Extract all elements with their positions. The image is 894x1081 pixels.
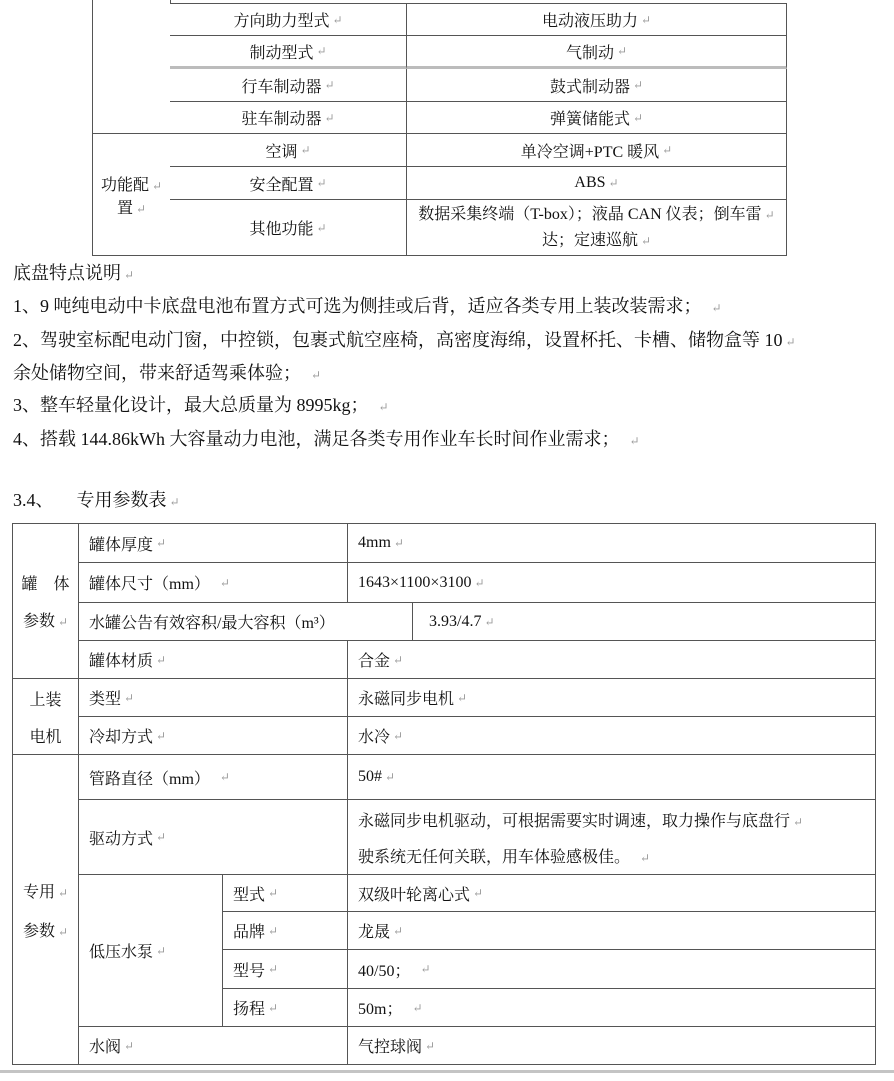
category-text: 上装 xyxy=(29,691,62,709)
cell-pump-model-value xyxy=(348,950,876,989)
return-mark-icon: ↵ xyxy=(156,652,167,667)
category-label-line xyxy=(117,195,146,218)
return-mark-icon: ↵ xyxy=(311,368,322,382)
return-mark-icon: ↵ xyxy=(393,536,404,550)
cell-cooling-value xyxy=(348,717,876,755)
notes-line-2 xyxy=(13,329,796,351)
cell-other-functions-value xyxy=(407,200,787,256)
notes-title-text: 底盘特点说明 xyxy=(13,263,121,283)
cell-cooling-label xyxy=(79,717,348,755)
page-break-line xyxy=(0,1070,894,1073)
cell-text: 类型 xyxy=(89,691,122,708)
return-mark-icon: ↵ xyxy=(393,728,404,743)
return-mark-icon: ↵ xyxy=(316,44,327,58)
cell-tank-material-value xyxy=(348,641,876,679)
return-mark-icon: ↵ xyxy=(332,12,343,27)
cell-steering-assist-value xyxy=(407,3,787,36)
special-params-table xyxy=(12,523,876,1065)
return-mark-icon: ↵ xyxy=(156,830,167,844)
cell-text: 驱动方式 xyxy=(89,830,154,848)
cell-text: 驻车制动器 xyxy=(241,111,322,128)
cell-parking-brake-value xyxy=(407,102,787,134)
cell-text: 低压水泵 xyxy=(89,944,154,961)
cell-pump-type-value xyxy=(348,875,876,912)
cell-text: 品牌 xyxy=(233,924,266,941)
category-cell-special-params xyxy=(12,755,79,1065)
cell-text: 型式 xyxy=(233,886,266,904)
cell-parking-brake-label xyxy=(170,102,407,134)
cell-brake-type-label xyxy=(170,36,407,69)
return-mark-icon: ↵ xyxy=(393,652,404,667)
cell-text-line xyxy=(542,228,651,254)
cell-service-brake-label xyxy=(170,69,407,102)
cell-service-brake-value xyxy=(407,69,787,102)
cell-text-line xyxy=(418,202,774,228)
category-label-line xyxy=(21,571,69,594)
category-text: 专用 xyxy=(22,883,55,901)
cell-tank-material-label xyxy=(79,641,348,679)
cell-text: 其他功能 xyxy=(249,221,314,238)
cell-text: 永磁同步电机 xyxy=(358,691,455,708)
cell-text: 50# xyxy=(358,768,382,785)
return-mark-icon: ↵ xyxy=(393,923,404,938)
cell-text: 安全配置 xyxy=(249,176,314,194)
return-mark-icon: ↵ xyxy=(632,78,644,92)
cell-pump-type-label xyxy=(223,875,348,912)
cell-text: 制动型式 xyxy=(249,44,314,62)
return-mark-icon: ↵ xyxy=(316,176,327,190)
return-mark-icon: ↵ xyxy=(316,220,327,235)
return-mark-icon: ↵ xyxy=(412,1000,423,1015)
notes-text: 1、9 吨纯电动中卡底盘电池布置方式可选为侧挂或后背，适应各类专用上装改装需求； xyxy=(13,296,702,316)
notes-text: 2、驾驶室标配电动门窗，中控锁，包裹式航空座椅，高密度海绵，设置杯托、卡槽、储物盒等 10 xyxy=(13,330,783,350)
category-text: 罐 体 xyxy=(21,576,70,593)
category-text: 参数 xyxy=(22,922,55,940)
cell-text: 罐体尺寸（mm） xyxy=(89,576,210,593)
cell-text: 40/50； xyxy=(358,962,411,980)
cell-text: 鼓式制动器 xyxy=(549,78,630,96)
cell-text: 罐体厚度 xyxy=(89,536,154,554)
category-text: 功能配 xyxy=(100,176,149,194)
cell-text: 方向助力型式 xyxy=(233,13,330,30)
cell-text: 永磁同步电机驱动，可根据需要实时调速，取力操作与底盘行 xyxy=(358,812,791,830)
cell-other-functions-label xyxy=(170,200,407,256)
cell-text: 气制动 xyxy=(565,44,614,62)
notes-line-5 xyxy=(13,428,640,450)
return-mark-icon: ↵ xyxy=(156,943,167,958)
cell-tank-size-value xyxy=(348,563,876,603)
cell-tank-thickness-value xyxy=(348,523,876,563)
cell-text: 冷却方式 xyxy=(89,729,154,746)
return-mark-icon: ↵ xyxy=(711,301,722,315)
return-mark-icon: ↵ xyxy=(57,615,69,629)
return-mark-icon: ↵ xyxy=(662,143,673,157)
cell-text: 空调 xyxy=(265,143,298,161)
category-cell-tank-params xyxy=(12,523,79,679)
return-mark-icon: ↵ xyxy=(300,143,311,157)
return-mark-icon: ↵ xyxy=(425,1038,436,1053)
cell-drive-mode-value xyxy=(348,800,876,875)
category-cell-function-config xyxy=(92,134,171,256)
cell-aircon-value xyxy=(407,134,787,167)
return-mark-icon: ↵ xyxy=(420,962,431,976)
cell-text: 管路直径（mm） xyxy=(89,770,210,788)
chassis-config-table xyxy=(92,0,787,256)
return-mark-icon: ↵ xyxy=(385,770,396,784)
category-text: 置 xyxy=(116,199,133,217)
cell-text: 龙晟 xyxy=(358,924,391,941)
cell-text: 罐体材质 xyxy=(89,653,154,670)
return-mark-icon: ↵ xyxy=(268,886,279,900)
cell-pump-label xyxy=(79,875,223,1027)
return-mark-icon: ↵ xyxy=(57,924,69,939)
return-mark-icon: ↵ xyxy=(268,962,279,976)
return-mark-icon: ↵ xyxy=(629,434,640,448)
section-heading xyxy=(13,489,180,511)
cell-text: 双级叶轮离心式 xyxy=(358,886,471,904)
return-mark-icon: ↵ xyxy=(156,728,167,743)
return-mark-icon: ↵ xyxy=(632,110,644,125)
notes-line-4 xyxy=(13,394,389,416)
cell-pipe-diameter-value xyxy=(348,755,876,800)
return-mark-icon: ↵ xyxy=(640,12,652,27)
section-title: 专用参数表 xyxy=(76,490,167,510)
cell-text: 驶系统无任何关联，用车体验感极佳。 xyxy=(358,848,631,866)
notes-line-1 xyxy=(13,295,722,317)
cell-text: 水罐公告有效容积/最大容积（m³） xyxy=(89,615,335,632)
category-cell-upper-motor xyxy=(12,679,79,755)
return-mark-icon: ↵ xyxy=(764,207,775,222)
notes-text: 3、整车轻量化设计，最大总质量为 8995kg； xyxy=(13,395,369,415)
return-mark-icon: ↵ xyxy=(169,495,180,509)
return-mark-icon: ↵ xyxy=(785,335,796,349)
cell-aircon-label xyxy=(170,134,407,167)
cell-text: 电动液压助力 xyxy=(541,13,638,30)
cell-text: 行车制动器 xyxy=(241,78,322,96)
category-label-line xyxy=(29,724,61,747)
cell-motor-type-label xyxy=(79,679,348,717)
cell-tank-thickness-label xyxy=(79,523,348,563)
return-mark-icon: ↵ xyxy=(219,575,230,590)
return-mark-icon: ↵ xyxy=(793,814,804,829)
cell-text: 数据采集终端（T-box）；液晶 CAN 仪表；倒车雷 xyxy=(418,205,762,223)
cell-text: 达；定速巡航 xyxy=(541,231,638,249)
category-label-line xyxy=(23,608,68,631)
return-mark-icon: ↵ xyxy=(151,178,163,193)
cell-text: 型号 xyxy=(233,962,266,980)
return-mark-icon: ↵ xyxy=(640,850,651,865)
return-mark-icon: ↵ xyxy=(457,690,468,705)
return-mark-icon: ↵ xyxy=(324,78,335,92)
cell-text: 单冷空调+PTC 暖风 xyxy=(520,143,660,161)
return-mark-icon: ↵ xyxy=(219,770,230,784)
cell-text-line xyxy=(358,844,650,867)
cell-pump-lift-value xyxy=(348,989,876,1027)
cell-text: 合金 xyxy=(358,653,391,670)
cell-tank-volume-label xyxy=(79,603,413,641)
cell-text: 3.93/4.7 xyxy=(429,612,482,630)
cell-text: 弹簧储能式 xyxy=(549,111,630,128)
cell-text: 1643×1100×3100 xyxy=(358,573,472,591)
cell-text: 50m； xyxy=(358,1001,403,1018)
cell-safety-config-label xyxy=(170,167,407,200)
cell-tank-size-label xyxy=(79,563,348,603)
notes-text: 余处储物空间，带来舒适驾乘体验； xyxy=(13,363,301,383)
category-text: 电机 xyxy=(29,728,62,746)
return-mark-icon: ↵ xyxy=(473,886,484,900)
cell-brake-type-value xyxy=(407,36,787,69)
cell-motor-type-value xyxy=(348,679,876,717)
return-mark-icon: ↵ xyxy=(474,575,485,590)
category-label-line xyxy=(101,172,162,195)
return-mark-icon: ↵ xyxy=(156,536,167,550)
category-cell-empty xyxy=(92,0,171,134)
cell-text: 气控球阀 xyxy=(358,1039,423,1056)
cell-text-line xyxy=(358,808,803,831)
cell-text: 扬程 xyxy=(233,1001,266,1018)
return-mark-icon: ↵ xyxy=(124,690,135,705)
return-mark-icon: ↵ xyxy=(608,176,619,190)
cell-valve-value xyxy=(348,1027,876,1065)
cell-pipe-diameter-label xyxy=(79,755,348,800)
cell-pump-model-label xyxy=(223,950,348,989)
category-label-line xyxy=(23,918,68,941)
cell-text: 水冷 xyxy=(358,729,391,746)
cell-valve-label xyxy=(79,1027,348,1065)
category-label-line xyxy=(29,687,61,710)
notes-line-3 xyxy=(13,362,321,384)
category-text: 参数 xyxy=(22,613,55,630)
return-mark-icon: ↵ xyxy=(616,44,628,58)
return-mark-icon: ↵ xyxy=(57,885,69,900)
return-mark-icon: ↵ xyxy=(640,233,652,248)
cell-pump-brand-value xyxy=(348,912,876,950)
cell-text: 4mm xyxy=(358,534,391,551)
notes-text: 4、搭载 144.86kWh 大容量动力电池，满足各类专用作业车长时间作业需求； xyxy=(13,429,620,449)
section-number: 3.4、 xyxy=(13,490,54,510)
return-mark-icon: ↵ xyxy=(135,201,147,216)
return-mark-icon: ↵ xyxy=(378,400,389,414)
cell-text: 水阀 xyxy=(89,1039,122,1056)
cell-pump-lift-label xyxy=(223,989,348,1027)
return-mark-icon: ↵ xyxy=(484,614,495,629)
cell-pump-brand-label xyxy=(223,912,348,950)
category-label-line xyxy=(23,879,68,902)
return-mark-icon: ↵ xyxy=(324,110,335,125)
notes-title xyxy=(13,262,134,284)
return-mark-icon: ↵ xyxy=(124,1038,135,1053)
cell-steering-assist-label xyxy=(170,3,407,36)
cell-text: ABS xyxy=(574,174,606,191)
cell-safety-config-value xyxy=(407,167,787,200)
return-mark-icon: ↵ xyxy=(268,923,279,938)
cell-tank-volume-value xyxy=(413,603,876,641)
return-mark-icon: ↵ xyxy=(268,1000,279,1015)
cell-drive-mode-label xyxy=(79,800,348,875)
return-mark-icon: ↵ xyxy=(124,268,135,282)
